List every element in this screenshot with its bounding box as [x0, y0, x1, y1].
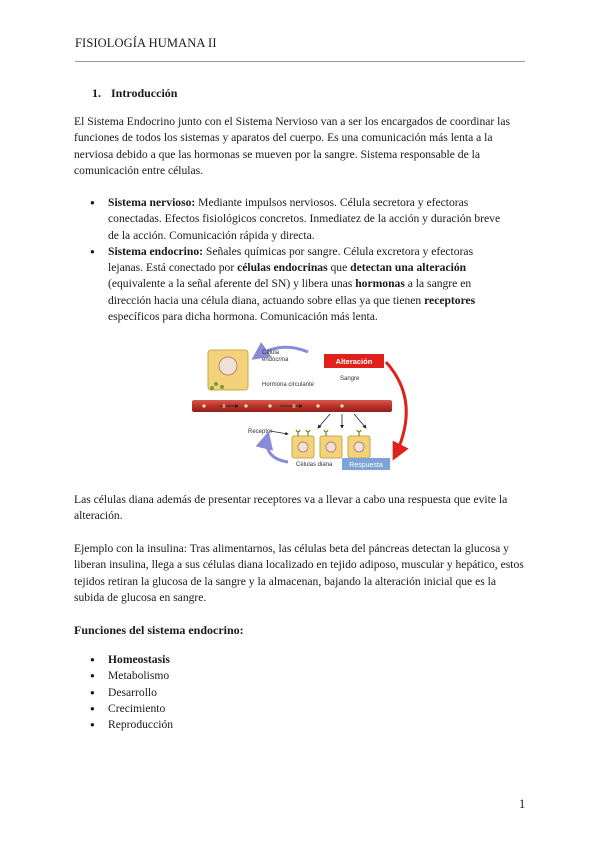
endocrine-text-5: específicos para dicha hormona. Comunicación más lenta.: [108, 310, 378, 324]
label-celula: Célula: [262, 350, 280, 356]
endocrine-bold-1: células endocrinas: [237, 261, 328, 275]
label-alteracion: Alteración: [335, 357, 373, 366]
endocrine-label: Sistema endocrino:: [108, 244, 203, 258]
nervous-label: Sistema nervioso:: [108, 196, 196, 209]
functions-list: [90, 652, 173, 733]
header-divider: [75, 61, 525, 62]
hormone-dot: [316, 404, 319, 407]
insulin-example-paragraph: Ejemplo con la insulina: Tras alimentarnos, las células beta del páncreas detectan la glucosa y liberan insulina, llega a sus células diana localizado en tejido adiposo, muscular y hepático, estos tejidos retiran la glucosa de la sangre y la almacenan, bajando la alteración inicial que es la subida de glucosa en sangre.: [74, 542, 524, 604]
hormone-dot: [244, 404, 247, 407]
endocrine-text-3: (equivalente a la señal aferente del SN) y libera unas: [108, 277, 356, 291]
list-item: ● Reproducción: [90, 717, 173, 733]
hormone-dot: [340, 404, 343, 407]
endocrine-text-2: que: [327, 261, 351, 275]
endocrine-text-1: Señales químicas por sangre. Célula excretora y efectoras lejanas. Está conectado por: [108, 244, 474, 275]
label-receptor: Receptor: [248, 429, 273, 435]
hormone-dot: [214, 382, 218, 386]
hormone-dot: [220, 385, 224, 389]
endocrine-cell-nucleus: [219, 357, 237, 375]
endocrine-diagram: [190, 342, 420, 474]
hormone-dot: [202, 404, 205, 407]
functions-heading: Funciones del sistema endocrino:: [74, 623, 244, 637]
page-number: 1: [519, 797, 526, 811]
document-header: FISIOLOGÍA HUMANA II: [75, 36, 217, 50]
function-homeostasis: Homeostasis: [108, 653, 170, 666]
endocrine-bold-3: hormonas: [355, 277, 405, 291]
list-item: ● Metabolismo: [90, 668, 173, 684]
list-item: [90, 652, 173, 668]
hormone-dot: [268, 404, 271, 407]
target-cell-nucleus: [354, 442, 364, 452]
label-respuesta: Respuesta: [349, 462, 383, 469]
label-sangre: Sangre: [340, 376, 360, 382]
label-endocrina: endocrina: [262, 357, 289, 363]
list-item: ● Crecimiento: [90, 701, 173, 717]
list-item: ● Desarrollo: [90, 685, 173, 701]
endocrine-bold-2: detectan una alteración: [350, 261, 467, 275]
section-number: 1.: [92, 86, 101, 100]
label-hormona: Hormona circulante: [262, 382, 315, 388]
list-item-endocrine-system: [90, 244, 510, 325]
intro-paragraph: El Sistema Endocrino junto con el Sistema Nervioso van a ser los encargados de coordinar las funciones de todos los sistemas y aparatos del cuerpo. Es una comunicación más lenta a la nerviosa debido a que las hormonas se mueven por la sangre. Sistema responsable de la comunicación entre células.: [74, 115, 511, 177]
endocrine-diagram-svg: [190, 342, 420, 474]
systems-list: [90, 195, 510, 325]
hormone-dot: [210, 386, 214, 390]
target-cell-nucleus: [326, 442, 336, 452]
nervous-text: Mediante impulsos nerviosos. Célula secretora y efectoras conectadas. Efectos fisiológicos concretos. Inmediatez de la acción y duración breve de la acción. Comunicación rápida y directa.: [108, 196, 501, 242]
section-title: Introducción: [111, 86, 178, 100]
section-heading: [92, 85, 177, 101]
endocrine-text-4: a la sangre en dirección hacia una célula diana, actuando sobre ellas ya que tienen: [108, 277, 472, 307]
list-item-nervous-system: [90, 195, 510, 244]
target-cell-nucleus: [298, 442, 308, 452]
target-cells-paragraph: Las células diana además de presentar receptores va a llevar a cabo una respuesta que evite la alteración.: [74, 493, 508, 523]
label-celulas-diana: Células diana: [296, 462, 333, 468]
endocrine-bold-4: receptores: [424, 293, 476, 307]
